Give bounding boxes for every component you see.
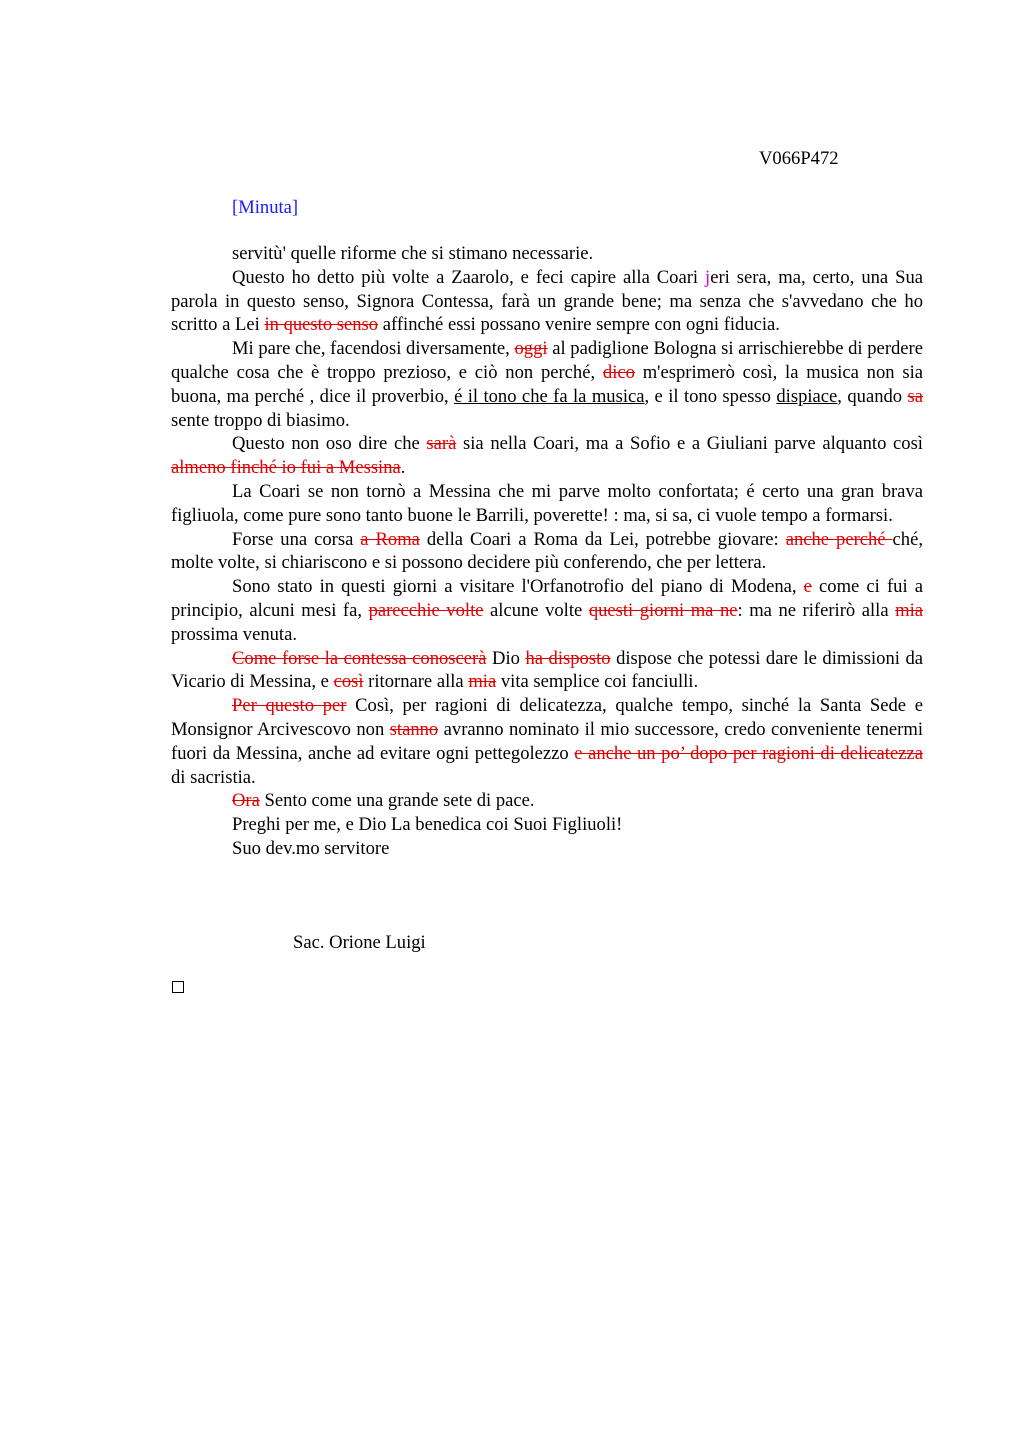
- underlined-text: dispiace: [776, 385, 838, 407]
- minuta-label: [Minuta]: [232, 197, 299, 218]
- text-run: avranno nominato il mio successore, credo conveniente tenermi fuori da Messina, anche ad evitare ogni pettegolezzo: [171, 718, 923, 764]
- text-run: Suo dev.mo servitore: [232, 837, 390, 859]
- text-run: servitù' quelle riforme che si stimano necessarie.: [232, 243, 594, 264]
- deletion: ha disposto: [525, 647, 611, 669]
- text-run: Questo non oso dire che: [232, 433, 427, 455]
- text-run: come ci fui a principio, alcuni mesi fa,: [171, 576, 924, 621]
- text-run: eri sera, ma, certo, una Sua parola in questo senso, Signora Contessa, farà un grande bene; ma senza che s'avvedano che ho scritto a Lei: [171, 266, 923, 336]
- text-run: prossima venuta.: [171, 623, 297, 645]
- text-run: vita semplice coi fanciulli.: [496, 671, 699, 693]
- document-reference: V066P472: [759, 148, 839, 169]
- deletion: mia: [895, 599, 923, 621]
- text-run: alcune volte: [483, 599, 589, 621]
- paragraph-10: [171, 789, 923, 813]
- deletion: Per questo per: [232, 695, 347, 717]
- deletion: sa: [907, 385, 923, 407]
- paragraph-11: [171, 813, 923, 837]
- text-run: ritornare alla: [363, 671, 469, 693]
- deletion: almeno finché io fui a Messina: [171, 457, 401, 479]
- text-run: al padiglione Bologna si arrischierebbe di perdere qualche cosa che è troppo prezioso, e ciò non perché,: [171, 338, 923, 383]
- text-run: Dio: [486, 647, 526, 669]
- deletion: mia: [468, 671, 497, 693]
- text-run: Sento come una grande sete di pace.: [259, 790, 535, 812]
- text-run: della Coari a Roma da Lei, potrebbe giovare:: [419, 528, 786, 550]
- text-run: ché, molte volte, si chiariscono e si possono decidere più conferendo, che per lettera.: [171, 528, 923, 574]
- text-run: , quando: [837, 385, 908, 407]
- deletion: a Roma: [360, 528, 420, 550]
- text-run: , e il tono spesso: [644, 385, 777, 407]
- text-run: Preghi per me, e Dio La benedica coi Suoi Figliuoli!: [232, 814, 623, 836]
- signature: Sac. Orione Luigi: [293, 932, 426, 953]
- text-run: La Coari se non tornò a Messina che mi parve molto confortata; é certo una gran brava figliuola, come pure sono tanto buone le Barrili, poverette! : ma, si sa, ci vuole tempo a formarsi.: [171, 480, 923, 526]
- text-run: Sono stato in questi giorni a visitare l'Orfanotrofio del piano di Modena,: [232, 576, 804, 598]
- underlined-text: é il tono che fa la musica: [454, 385, 645, 407]
- checkbox-square-icon: [172, 981, 184, 993]
- text-run: Forse una corsa: [232, 528, 361, 550]
- paragraph-1: [171, 242, 923, 266]
- deletion: Ora: [232, 790, 260, 812]
- deletion: stanno: [389, 718, 439, 740]
- deletion: e: [803, 576, 812, 598]
- deletion: e anche un po’ dopo per ragioni di delicatezza: [574, 742, 923, 764]
- text-run: m'esprimerò così, la musica non sia buona, ma perché , dice il proverbio,: [171, 361, 923, 407]
- deletion: Come forse la contessa conoscerà: [232, 647, 487, 669]
- deletion: oggi: [514, 338, 548, 360]
- paragraph-4: [171, 432, 923, 480]
- paragraph-9: [171, 694, 923, 789]
- insertion: j: [705, 266, 711, 288]
- paragraph-6: [171, 528, 923, 576]
- text-run: .: [400, 457, 406, 479]
- text-run: : ma ne riferirò alla: [737, 599, 896, 621]
- text-run: Mi pare che, facendosi diversamente,: [232, 338, 515, 360]
- deletion: dico: [602, 361, 635, 383]
- text-run: Così, per ragioni di delicatezza, qualche tempo, sinché la Santa Sede e Monsignor Arcivescovo non: [171, 695, 923, 740]
- text-run: di sacristia.: [171, 766, 256, 788]
- deletion: così: [333, 671, 364, 693]
- deletion: in questo senso: [264, 314, 379, 336]
- paragraph-5: [171, 480, 923, 528]
- text-run: Questo ho detto più volte a Zaarolo, e feci capire alla Coari: [232, 266, 706, 288]
- paragraph-2: [171, 266, 923, 337]
- text-run: sia nella Coari, ma a Sofio e a Giuliani parve alquanto così: [456, 433, 923, 455]
- deletion: questi giorni ma ne: [588, 599, 738, 621]
- paragraph-8: [171, 647, 923, 695]
- text-run: affinché essi possano venire sempre con ogni fiducia.: [378, 314, 780, 336]
- paragraph-3: [171, 337, 923, 432]
- text-run: dispose che potessi dare le dimissioni da Vicario di Messina, e: [171, 647, 923, 693]
- deletion: parecchie volte: [368, 599, 484, 621]
- text-run: sente troppo di biasimo.: [171, 409, 350, 431]
- deletion: anche perché: [785, 528, 893, 550]
- paragraph-7: [171, 575, 923, 646]
- deletion: sarà: [426, 433, 457, 455]
- paragraph-12: [171, 837, 923, 861]
- letter-body: [171, 242, 923, 861]
